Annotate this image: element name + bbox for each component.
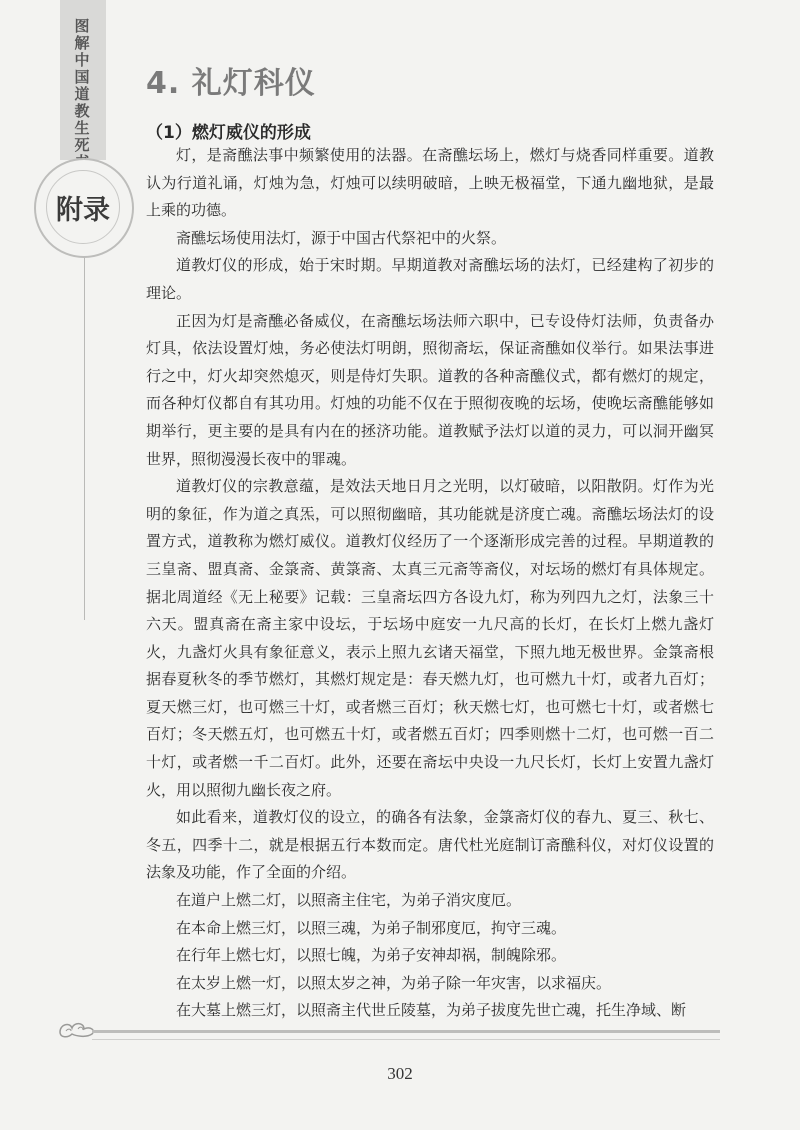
- paragraph: 在太岁上燃一灯，以照太岁之神，为弟子除一年灾害，以求福庆。: [176, 973, 612, 992]
- paragraph: 灯，是斋醮法事中频繁使用的法器。在斋醮坛场上，燃灯与烧香同样重要。道教认为行道礼诵，灯烛为急，灯烛可以续明破暗，上映无极福堂，下通九幽地狱，是最上乘的功德。: [146, 146, 714, 220]
- appendix-badge-label: 附录: [46, 170, 120, 244]
- paragraph: 在行年上燃七灯，以照七魄，为弟子安神却祸，制魄除邪。: [176, 946, 567, 965]
- paragraph: 道教灯仪的宗教意蕴，是效法天地日月之光明，以灯破暗，以阳散阴。灯作为光明的象征，作为道之真炁，可以照彻幽暗，其功能就是济度亡魂。斋醮坛场法灯的设置方式，道教称为燃灯威仪。道教灯仪经历了一个逐渐形成完善的过程。早期道教的三皇斋、盟真斋、金箓斋、黄箓斋、太真三元斋等斋仪，对坛场的燃灯有具体规定。据北周道经《无上秘要》记载：三皇斋坛四方各设九灯，称为列四九之灯，法象三十六天。盟真斋在斋主家中设坛，于坛场中庭安一九尺高的长灯，在长灯上燃九盏灯火，九盏灯火具有象征意义，表示上照九玄诸天福堂，下照九地无极世界。金箓斋根据春夏秋冬的季节燃灯，其燃灯规定是：春天燃九灯，也可燃九十灯，或者九百灯；夏天燃三灯，也可燃三十灯，或者燃三百灯；秋天燃七灯，也可燃七十灯，或者燃七百灯；冬天燃五灯，也可燃五十灯，或者燃五百灯；四季则燃十二灯，也可燃一百二十灯，或者燃一千二百灯。此外，还要在斋坛中央设一九尺长灯，长灯上安置九盏灯火，用以照彻九幽长夜之府。: [146, 477, 714, 799]
- chapter-title: 4. 礼灯科仪: [146, 66, 316, 101]
- paragraph: 在本命上燃三灯，以照三魂，为弟子制邪度厄，拘守三魂。: [176, 918, 567, 937]
- paragraph: 如此看来，道教灯仪的设立，的确各有法象，金箓斋灯仪的春九、夏三、秋七、冬五，四季十二，就是根据五行本数而定。唐代杜光庭制订斋醮科仪，对灯仪设置的法象及功能，作了全面的介绍。: [146, 808, 714, 882]
- book-title-vertical: 图解中国道教生死: [74, 17, 90, 154]
- body-text: [146, 142, 714, 1025]
- paragraph: 斋醮坛场使用法灯，源于中国古代祭祀中的火祭。: [176, 228, 507, 247]
- appendix-badge: [34, 158, 134, 258]
- page-number: 302: [387, 1064, 413, 1083]
- paragraph: 道教灯仪的形成，始于宋时期。早期道教对斋醮坛场的法灯，已经建构了初步的理论。: [146, 256, 714, 302]
- section-title: （1）燃灯威仪的形成: [146, 123, 311, 143]
- paragraph: 在道户上燃二灯，以照斋主住宅，为弟子消灾度厄。: [176, 891, 522, 910]
- footer-rule: [92, 1030, 720, 1040]
- paragraph: 正因为灯是斋醮必备威仪，在斋醮坛场法师六职中，已专设侍灯法师，负责备办灯具，依法设置灯烛，务必使法灯明朗，照彻斋坛，保证斋醮如仪举行。如果法事进行之中，灯火却突然熄灭，则是侍灯失职。道教的各种斋醮仪式，都有燃灯的规定，而各种灯仪都自有其功用。灯烛的功能不仅在于照彻夜晚的坛场，使晚坛斋醮能够如期举行，更主要的是具有内在的拯济功能。道教赋予法灯以道的灵力，可以洞开幽冥世界，照彻漫漫长夜中的罪魂。: [146, 311, 714, 468]
- paragraph: 在大墓上燃三灯，以照斋主代世丘陵墓，为弟子拔度先世亡魂，托生净域、断: [176, 1001, 687, 1020]
